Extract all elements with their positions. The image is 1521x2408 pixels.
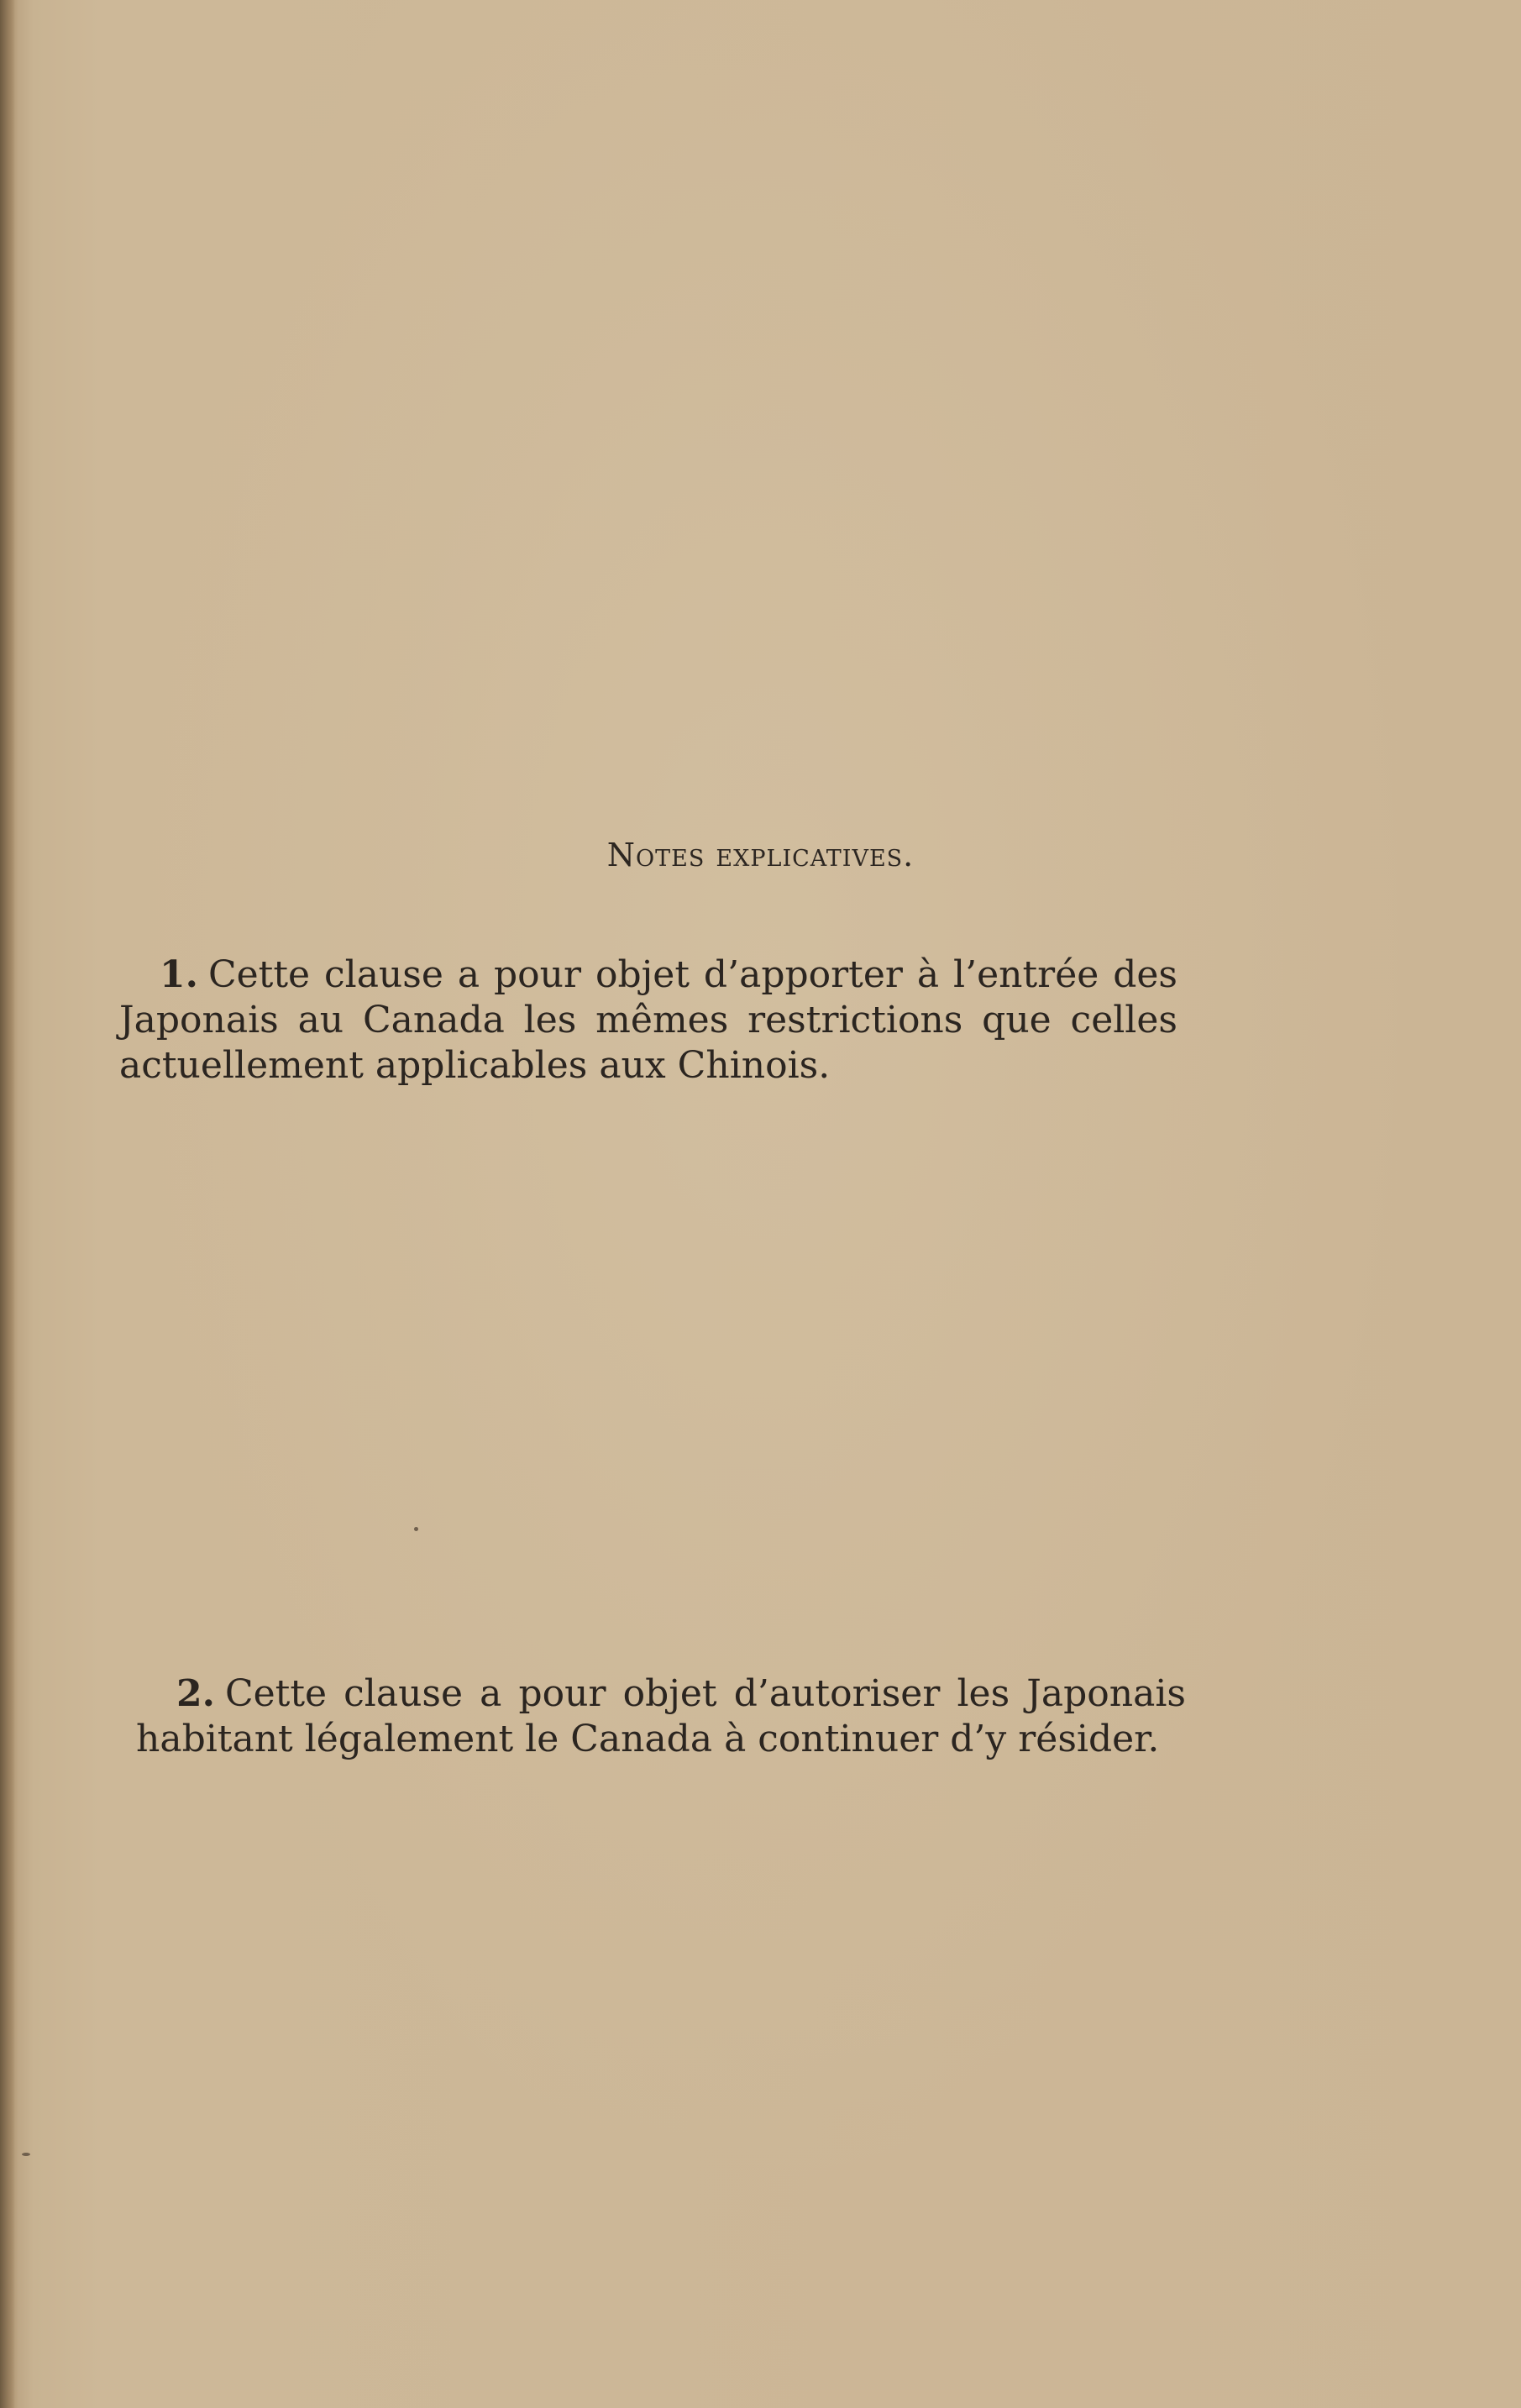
paper-speck [414,1527,418,1531]
note-number: 1. [160,953,198,996]
binding-edge [0,0,15,2408]
paper-speck [22,2153,30,2156]
page-heading: Notes explicatives. [606,837,915,873]
explanatory-note-2 [136,1671,1186,1762]
note-text: Cette clause a pour objet d’apporter à l’entrée des Japonais au Canada les mêmes restrictions que celles actuellement applicables aux Chinois. [119,953,1177,1087]
note-number: 2. [176,1672,215,1715]
explanatory-note-1 [119,952,1177,1089]
note-text: Cette clause a pour objet d’autoriser les Japonais habitant légalement le Canada à continuer d’y résider. [136,1672,1186,1760]
